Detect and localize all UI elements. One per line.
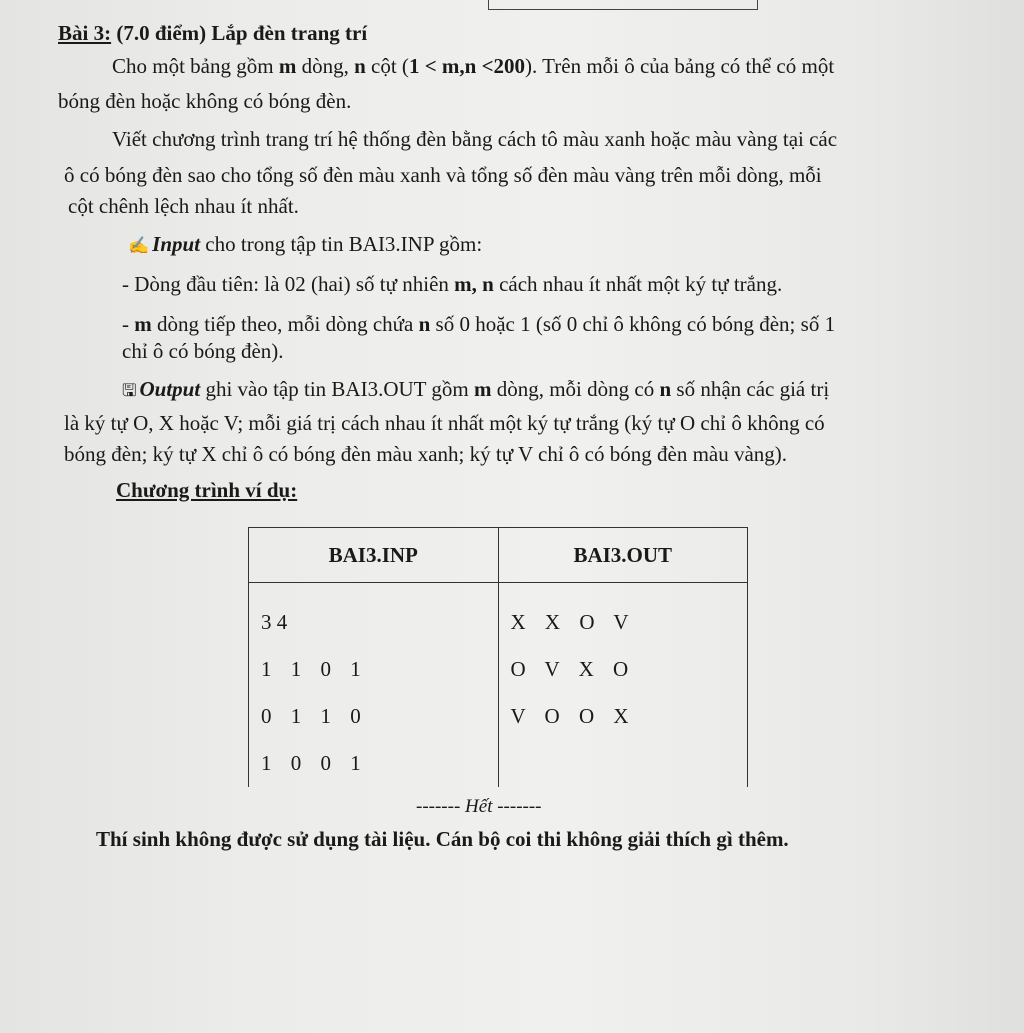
input-heading: ✍ Input cho trong tập tin BAI3.INP gồm: bbox=[128, 231, 482, 259]
input-label: Input bbox=[152, 232, 201, 256]
output-line-2: là ký tự O, X hoặc V; mỗi giá trị cách nhau ít nhất một ký tự trắng (ký tự O chỉ ô không có bbox=[64, 411, 825, 435]
floppy-icon: 🖫 bbox=[122, 381, 137, 400]
header-out: BAI3.OUT bbox=[498, 528, 748, 583]
out-line: O V X O bbox=[510, 657, 636, 681]
paragraph-2-line-3: cột chênh lệch nhau ít nhất. bbox=[68, 194, 299, 218]
out-line: V O O X bbox=[510, 704, 636, 728]
inp-line: 0 1 1 0 bbox=[261, 704, 368, 728]
input-item-2-line-1: - m dòng tiếp theo, mỗi dòng chứa n số 0 hoặc 1 (số 0 chỉ ô không có bóng đèn; số 1 bbox=[122, 312, 836, 336]
problem-title bbox=[58, 20, 367, 46]
paragraph-1-line-2: bóng đèn hoặc không có bóng đèn. bbox=[58, 89, 352, 113]
input-item-1: - Dòng đầu tiên: là 02 (hai) số tự nhiên m, n cách nhau ít nhất một ký tự trắng. bbox=[122, 272, 783, 296]
example-heading: Chương trình ví dụ: bbox=[116, 478, 298, 502]
output-line-3: bóng đèn; ký tự X chỉ ô có bóng đèn màu xanh; ký tự V chỉ ô có bóng đèn màu vàng). bbox=[64, 442, 788, 466]
paragraph-2-line-2: ô có bóng đèn sao cho tổng số đèn màu xanh và tổng số đèn màu vàng trên mỗi dòng, mỗi bbox=[64, 163, 822, 187]
paragraph-1-line-1: Cho một bảng gồm m dòng, n cột (1 < m,n <200). Trên mỗi ô của bảng có thể có một bbox=[112, 54, 835, 78]
problem-title-text: (7.0 điểm) Lắp đèn trang trí bbox=[111, 21, 368, 45]
inp-column bbox=[249, 583, 499, 788]
example-table bbox=[248, 527, 748, 787]
top-border-fragment bbox=[488, 0, 758, 10]
problem-number: Bài 3: bbox=[58, 21, 112, 45]
out-line: X X O V bbox=[510, 610, 636, 634]
footer-note: Thí sinh không được sử dụng tài liệu. Cán bộ coi thi không giải thích gì thêm. bbox=[96, 827, 789, 851]
output-label: Output bbox=[139, 377, 201, 401]
inp-line: 1 1 0 1 bbox=[261, 657, 368, 681]
inp-line: 3 4 bbox=[261, 610, 288, 634]
input-item-2-line-2: chỉ ô có bóng đèn). bbox=[122, 339, 284, 363]
output-heading: 🖫 Output ghi vào tập tin BAI3.OUT gồm m dòng, mỗi dòng có n số nhận các giá trị bbox=[122, 376, 829, 404]
constraint-bounds: 1 < m,n <200 bbox=[408, 54, 526, 78]
pencil-icon: ✍ bbox=[128, 236, 150, 255]
header-inp: BAI3.INP bbox=[249, 528, 499, 583]
paragraph-2-line-1: Viết chương trình trang trí hệ thống đèn bằng cách tô màu xanh hoặc màu vàng tại các bbox=[112, 127, 838, 151]
table-body-row bbox=[249, 583, 748, 788]
table-header-row bbox=[249, 528, 748, 583]
out-column bbox=[498, 583, 748, 788]
inp-line: 1 0 0 1 bbox=[261, 751, 368, 775]
end-marker: ------- Hết ------- bbox=[416, 796, 542, 817]
